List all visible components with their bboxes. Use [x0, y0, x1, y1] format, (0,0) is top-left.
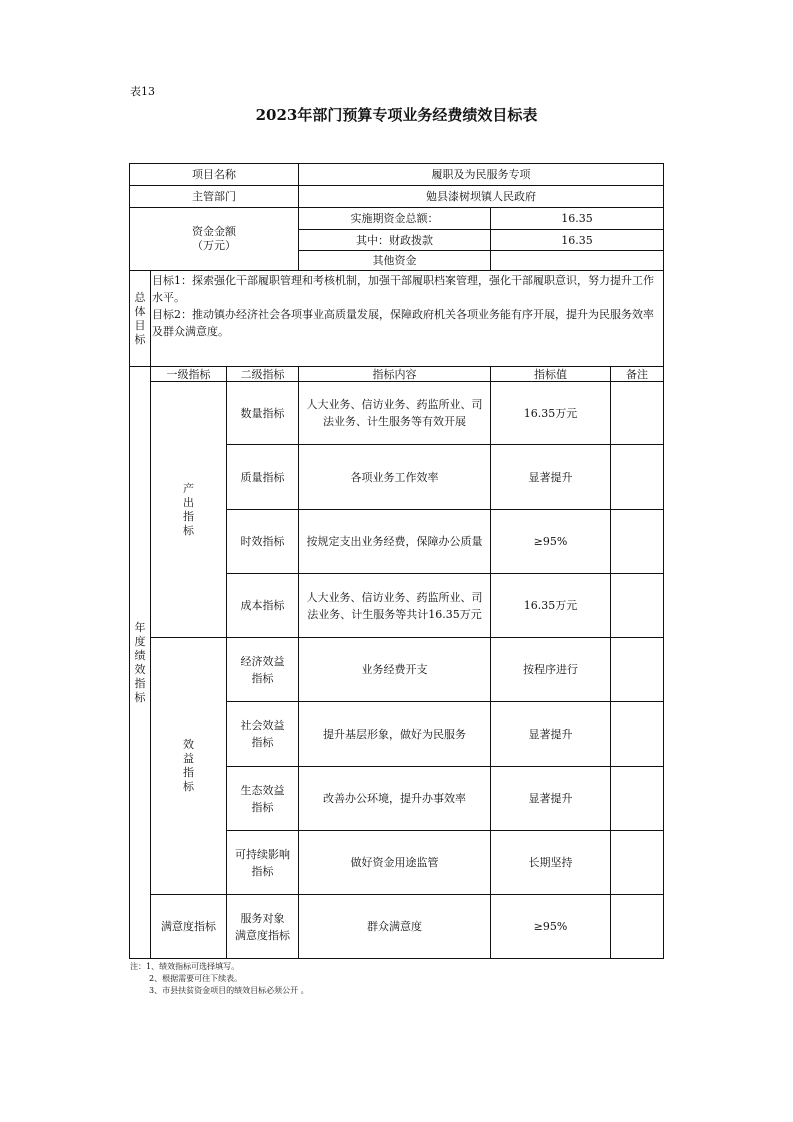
- annual-char: 指: [134, 676, 146, 690]
- level2-line: 时效指标: [240, 535, 285, 548]
- level2-line: 指标: [251, 671, 274, 685]
- annual-char: 效: [134, 662, 146, 676]
- indicator-note: [611, 638, 663, 701]
- content-line: 提升基层形象，做好为民服务: [323, 727, 466, 741]
- fiscal-fund-label: 其中：财政拨款: [356, 233, 433, 247]
- level2-indicator: [227, 895, 298, 958]
- annual-char: 度: [134, 634, 146, 648]
- footnotes: [130, 961, 309, 997]
- level2-indicator: [227, 767, 298, 830]
- fiscal-fund-value: 16.35: [561, 233, 593, 247]
- indicator-content: [299, 574, 490, 637]
- overall-char: 标: [134, 332, 146, 346]
- goal-2: 目标2：推动镇办经济社会各项事业高质量发展，保障政府机关各项业务能有序开展，提升为民服务效率及群众满意度。: [152, 308, 654, 338]
- indicator-value: 显著提升: [528, 470, 573, 484]
- overall-goal-label: [130, 271, 150, 366]
- indicator-value: 16.35万元: [523, 406, 578, 420]
- indicator-value: 长期坚持: [528, 856, 573, 869]
- indicator-value: ≥95%: [533, 920, 568, 933]
- benefit-char: 指: [183, 766, 194, 779]
- output-char: 标: [183, 523, 194, 537]
- level2-line: 社会效益: [240, 719, 285, 732]
- indicator-note: [611, 510, 663, 573]
- level2-indicator: [227, 702, 298, 766]
- other-fund-value: [491, 251, 663, 270]
- annual-char: 标: [134, 690, 146, 704]
- content-line: 业务经费开支: [361, 663, 428, 676]
- content-line: 法业务、计生服务等有效开展: [323, 415, 466, 428]
- indicator-note: [611, 895, 663, 958]
- output-char: 出: [183, 495, 194, 509]
- column-header-value: 指标值: [534, 367, 567, 381]
- indicator-content: [299, 767, 490, 830]
- indicator-note: [611, 382, 663, 444]
- indicator-value: 按程序进行: [523, 663, 578, 676]
- level2-line: 质量指标: [240, 470, 285, 484]
- level2-indicator: [227, 382, 298, 444]
- annual-indicator-label: [130, 367, 150, 958]
- level2-line: 指标: [251, 736, 274, 749]
- output-char: 指: [183, 509, 194, 523]
- indicator-content: [299, 510, 490, 573]
- indicator-value: 显著提升: [528, 792, 573, 805]
- level2-line: 经济效益: [240, 654, 285, 668]
- dept-value: 勉县漆树坝镇人民政府: [426, 190, 536, 203]
- indicator-content: [299, 702, 490, 766]
- annual-char: 绩: [134, 648, 146, 662]
- indicator-note: [611, 445, 663, 509]
- content-line: 人大业务、信访业务、药监所业、司: [306, 590, 483, 604]
- project-name-label: 项目名称: [192, 168, 236, 181]
- note-3: 3、市县扶贫资金项目的绩效目标必须公开 。: [149, 986, 309, 995]
- indicator-note: [611, 831, 663, 894]
- fund-unit: （万元）: [192, 239, 236, 252]
- total-fund-label: 实施期资金总额：: [350, 212, 439, 225]
- column-header-level2: 二级指标: [240, 367, 285, 381]
- indicator-value: ≥95%: [533, 535, 568, 548]
- indicator-content: [299, 445, 490, 509]
- content-line: 人大业务、信访业务、药监所业、司: [306, 398, 483, 411]
- overall-char: 总: [134, 290, 146, 304]
- indicator-content: [299, 831, 490, 894]
- goal-1: 目标1：探索强化干部履职管理和考核机制，加强干部履职档案管理，强化干部履职意识，努力提升工作水平。: [152, 274, 654, 304]
- annual-char: 年: [134, 620, 146, 634]
- content-line: 按规定支出业务经费，保障办公质量: [306, 535, 483, 548]
- level2-indicator: [227, 574, 298, 637]
- benefit-char: 效: [183, 738, 194, 751]
- content-line: 法业务、计生服务等共计16.35万元: [307, 607, 482, 621]
- level2-line: 指标: [251, 800, 274, 814]
- level2-line: 服务对象: [240, 911, 285, 925]
- indicator-content: [299, 895, 490, 958]
- level2-line: 成本指标: [240, 599, 285, 612]
- level2-indicator: [227, 638, 298, 701]
- dept-label: 主管部门: [192, 190, 236, 203]
- benefit-char: 标: [183, 780, 194, 793]
- note-2: 2、根据需要可往下续表。: [149, 974, 243, 983]
- project-name-value: 履职及为民服务专项: [431, 168, 531, 181]
- level2-line: 数量指标: [240, 406, 285, 420]
- output-indicator-group: [151, 382, 226, 637]
- table-number: 表13: [130, 85, 155, 98]
- benefit-char: 益: [183, 752, 194, 765]
- indicator-content: [299, 638, 490, 701]
- indicator-note: [611, 574, 663, 637]
- total-fund-value: 16.35: [561, 212, 593, 225]
- level2-indicator: [227, 445, 298, 509]
- fund-label: 资金金额: [192, 225, 236, 238]
- level2-line: 满意度指标: [235, 928, 290, 942]
- level2-line: 指标: [251, 864, 274, 878]
- overall-goal-text: [152, 272, 660, 340]
- indicator-value: 显著提升: [528, 727, 573, 741]
- column-header-note: 备注: [626, 367, 648, 381]
- content-line: 做好资金用途监管: [350, 856, 439, 869]
- indicator-content: [299, 382, 490, 444]
- note-1: 注：1、绩效指标可选择填写。: [130, 962, 240, 971]
- column-header-level1: 一级指标: [166, 367, 211, 381]
- column-header-content: 指标内容: [372, 367, 417, 381]
- other-fund-label: 其他资金: [372, 254, 417, 267]
- level2-line: 生态效益: [240, 783, 285, 797]
- content-line: 各项业务工作效率: [350, 470, 439, 484]
- output-char: 产: [183, 481, 194, 495]
- content-line: 群众满意度: [367, 920, 422, 933]
- benefit-indicator-group: [151, 638, 226, 894]
- overall-char: 目: [134, 318, 146, 332]
- level2-line: 可持续影响: [235, 847, 290, 861]
- fund-amount-label: [130, 208, 298, 270]
- overall-char: 体: [134, 304, 146, 318]
- level2-indicator: [227, 510, 298, 573]
- indicator-note: [611, 702, 663, 766]
- indicator-note: [611, 767, 663, 830]
- content-line: 改善办公环境，提升办事效率: [323, 792, 466, 805]
- page-title: 2023年部门预算专项业务经费绩效目标表: [255, 106, 538, 124]
- level2-indicator: [227, 831, 298, 894]
- indicator-value: 16.35万元: [523, 599, 578, 612]
- satisfaction-indicator-group: 满意度指标: [161, 920, 216, 933]
